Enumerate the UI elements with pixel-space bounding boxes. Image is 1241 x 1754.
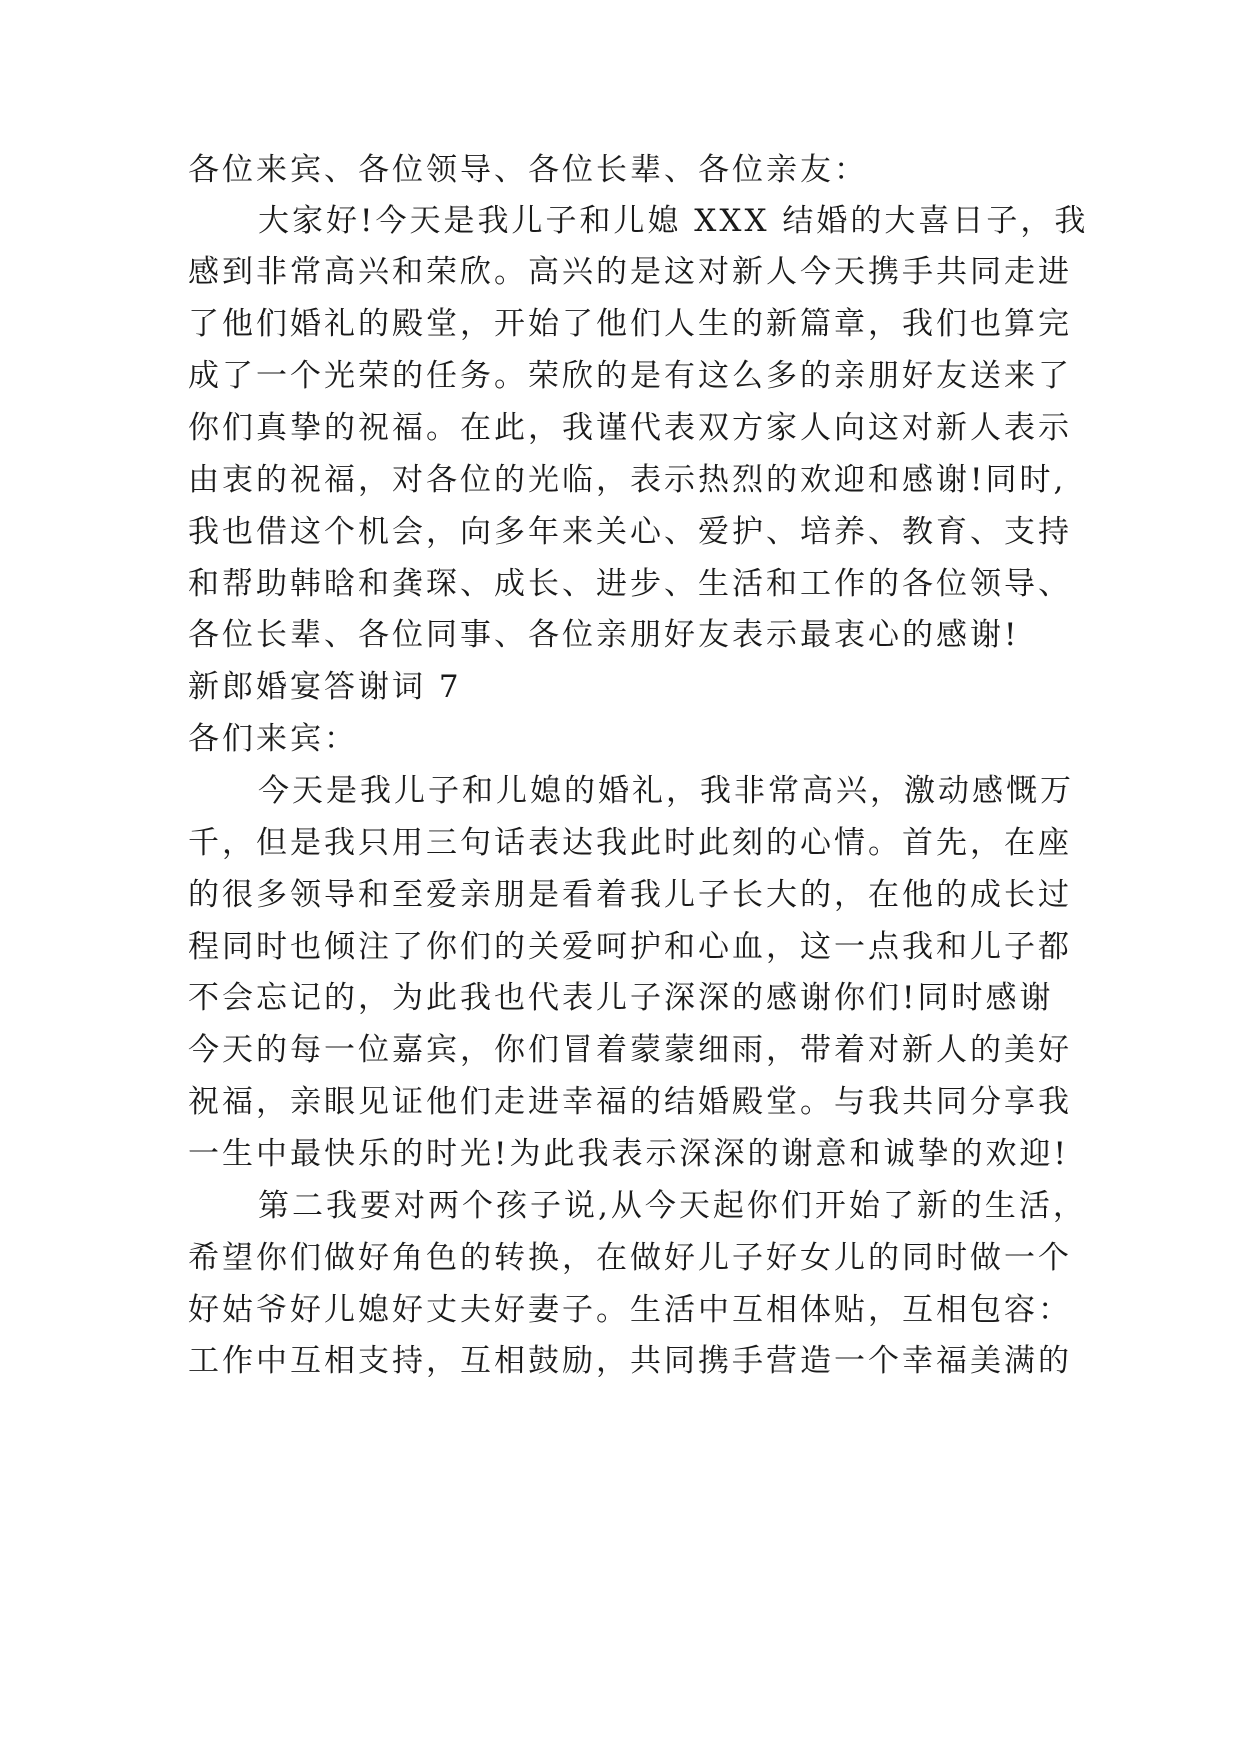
paragraph-line: 一生中最快乐的时光!为此我表示深深的谢意和诚挚的欢迎!	[188, 1136, 1069, 1172]
paragraph-line: 和帮助韩晗和龚琛、成长、进步、生活和工作的各位领导、	[188, 566, 1072, 602]
paragraph-line: 成了一个光荣的任务。荣欣的是有这么多的亲朋好友送来了	[188, 358, 1072, 394]
paragraph-line: 你们真挚的祝福。在此，我谨代表双方家人向这对新人表示	[188, 410, 1072, 446]
paragraph-line: 各位长辈、各位同事、各位亲朋好友表示最衷心的感谢!	[188, 617, 1020, 653]
paragraph-line: 程同时也倾注了你们的关爱呵护和心血，这一点我和儿子都	[188, 929, 1072, 965]
paragraph-line: 千，但是我只用三句话表达我此时此刻的心情。首先，在座	[188, 825, 1072, 861]
paragraph-line: 由衷的祝福，对各位的光临，表示热烈的欢迎和感谢!同时,	[188, 462, 1067, 498]
salutation-line: 各位来宾、各位领导、各位长辈、各位亲友：	[188, 152, 868, 188]
paragraph-line: 希望你们做好角色的转换，在做好儿子好女儿的同时做一个	[188, 1240, 1072, 1276]
paragraph-line: 今天的每一位嘉宾，你们冒着蒙蒙细雨，带着对新人的美好	[188, 1032, 1072, 1068]
paragraph-line: 大家好!今天是我儿子和儿媳 XXX 结婚的大喜日子，我	[258, 203, 1089, 239]
paragraph-line: 今天是我儿子和儿媳的婚礼，我非常高兴，激动感慨万	[258, 773, 1074, 809]
paragraph-line: 我也借这个机会，向多年来关心、爱护、培养、教育、支持	[188, 514, 1072, 550]
paragraph-line: 感到非常高兴和荣欣。高兴的是这对新人今天携手共同走进	[188, 254, 1072, 290]
paragraph-line: 不会忘记的，为此我也代表儿子深深的感谢你们!同时感谢	[188, 980, 1054, 1016]
paragraph-line: 祝福，亲眼见证他们走进幸福的结婚殿堂。与我共同分享我	[188, 1084, 1072, 1120]
paragraph-line: 的很多领导和至爱亲朋是看着我儿子长大的，在他的成长过	[188, 877, 1072, 913]
paragraph-line: 好姑爷好儿媳好丈夫好妻子。生活中互相体贴，互相包容：	[188, 1292, 1072, 1328]
paragraph-line: 工作中互相支持，互相鼓励，共同携手营造一个幸福美满的	[188, 1343, 1072, 1379]
salutation-line: 各们来宾：	[188, 721, 358, 757]
section-heading: 新郎婚宴答谢词 7	[188, 669, 462, 705]
paragraph-line: 第二我要对两个孩子说,从今天起你们开始了新的生活，	[258, 1188, 1087, 1224]
paragraph-line: 了他们婚礼的殿堂，开始了他们人生的新篇章，我们也算完	[188, 306, 1072, 342]
